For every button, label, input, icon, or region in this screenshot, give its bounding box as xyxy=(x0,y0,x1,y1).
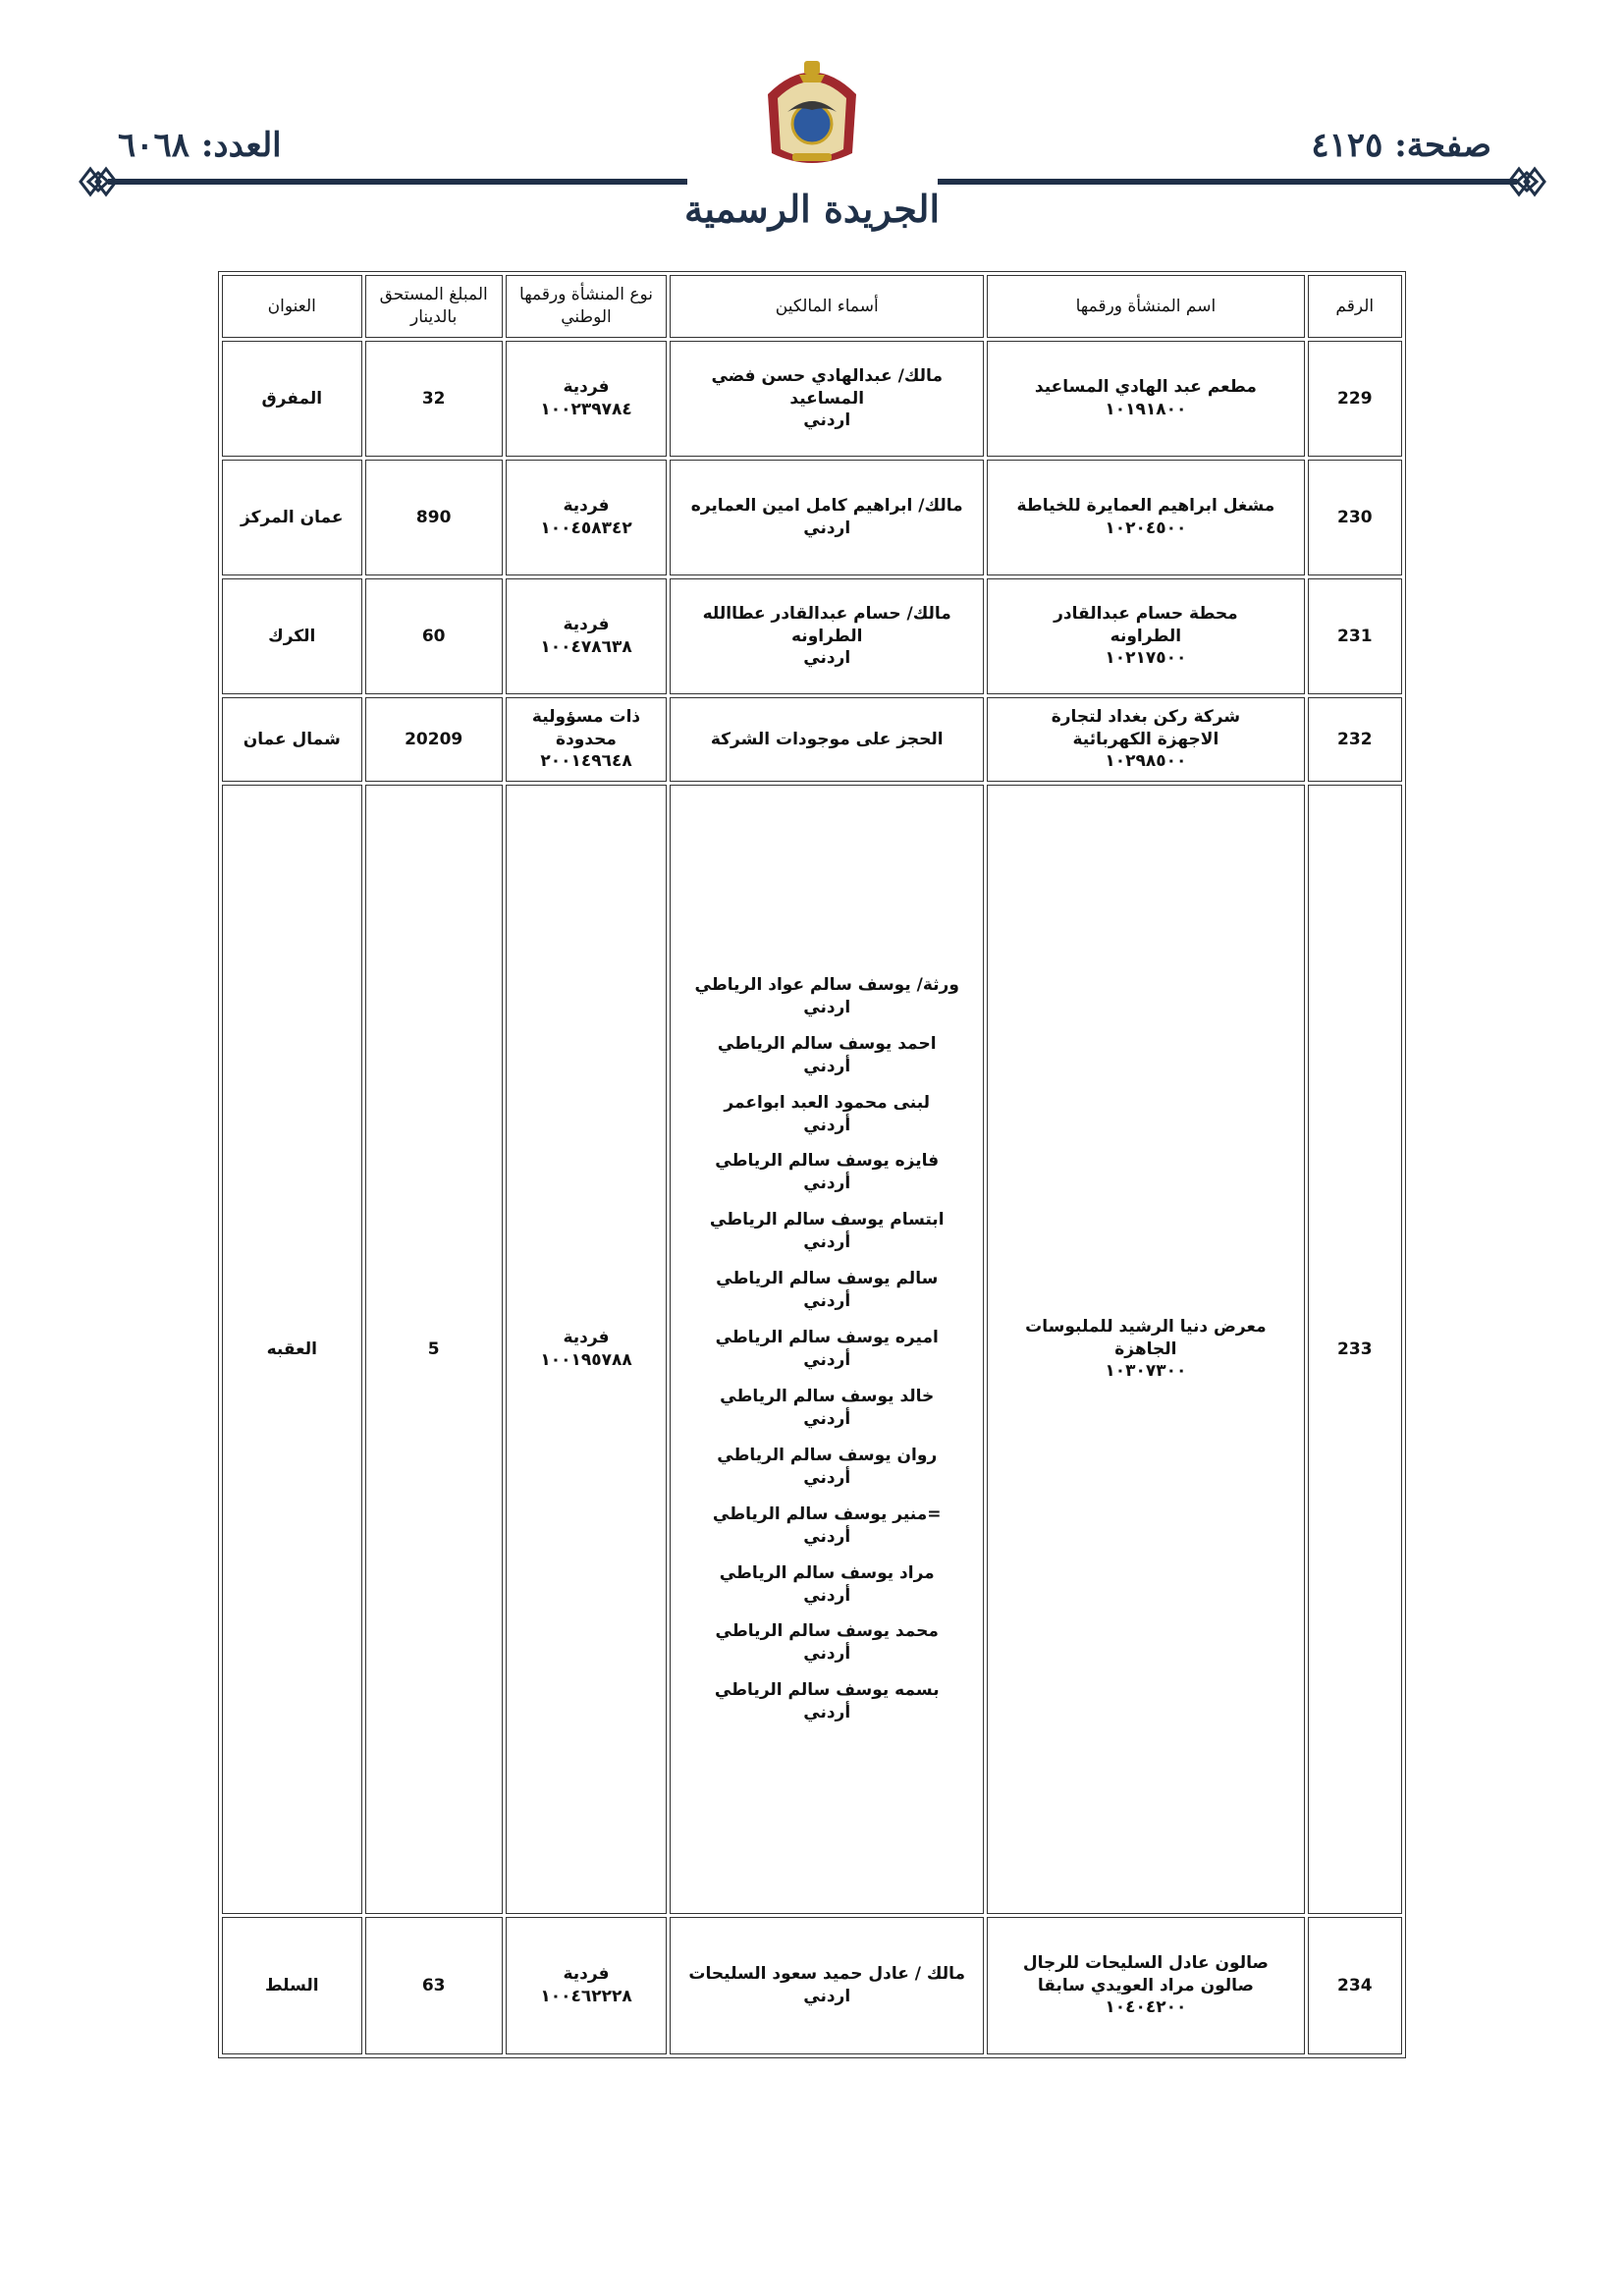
owner-entry xyxy=(677,1620,977,1666)
owner-nationality: أردني xyxy=(803,1703,851,1723)
owner-name: اميره يوسف سالم الرياطي xyxy=(715,1328,939,1348)
column-header: العنوان xyxy=(222,275,362,338)
owner-nationality: أردني xyxy=(803,1174,851,1194)
table-row xyxy=(222,785,1402,1914)
owner-nationality: أردني xyxy=(803,1408,851,1429)
owner-nationality: أردني xyxy=(803,1585,851,1606)
amount-cell: 890 xyxy=(365,460,503,575)
owner-name: ورثة/ يوسف سالم عواد الرياطي xyxy=(694,974,959,995)
owner-nationality: أردني xyxy=(803,1232,851,1253)
owner-nationality: اردني xyxy=(803,1987,851,2006)
establishment-cell xyxy=(987,1917,1304,2054)
cell-text: ١٠٠٤٧٨٦٣٨ xyxy=(540,637,632,657)
cell-text: صالون عادل السليحات للرجال xyxy=(1022,1952,1269,1973)
amount-cell: 63 xyxy=(365,1917,503,2054)
cell-text: الجاهزة xyxy=(1114,1339,1177,1359)
owner-nationality: اردني xyxy=(803,648,851,669)
cell-text: فردية xyxy=(563,615,610,635)
owner-name: مالك/ حسام عبدالقادر عطاالله الطراونه xyxy=(702,603,951,646)
owner-nationality: أردني xyxy=(803,1644,851,1665)
owners-cell xyxy=(670,460,984,575)
address-cell: الكرك xyxy=(222,578,362,694)
table-row xyxy=(222,697,1402,782)
owner-nationality: أردني xyxy=(803,1526,851,1547)
establishment-cell xyxy=(987,785,1304,1914)
owner-entry xyxy=(677,729,977,751)
owner-nationality: أردني xyxy=(803,1350,851,1370)
owner-entry xyxy=(677,1386,977,1431)
owner-entry xyxy=(677,1679,977,1724)
owner-name: مراد يوسف سالم الرياطي xyxy=(719,1562,935,1583)
cell-text: ١٠٤٠٤٢٠٠ xyxy=(1105,1997,1187,2018)
owner-name: روان يوسف سالم الرياطي xyxy=(717,1445,938,1465)
owners-cell xyxy=(670,697,984,782)
owner-nationality: اردني xyxy=(803,997,851,1017)
establishment-type-cell xyxy=(506,578,667,694)
owner-entry xyxy=(677,1092,977,1137)
owner-entry xyxy=(677,1268,977,1313)
column-header: الرقم xyxy=(1308,275,1402,338)
issue-number: العدد: ٦٠٦٨ xyxy=(118,126,282,165)
owner-entry xyxy=(677,1209,977,1254)
cell-text: صالون مراد العويدي سابقا xyxy=(1037,1975,1254,1995)
table-body xyxy=(222,341,1402,2054)
establishment-cell xyxy=(987,697,1304,782)
cell-text: فردية xyxy=(563,1964,610,1985)
table-header-row xyxy=(222,275,1402,338)
owners-cell xyxy=(670,785,984,1914)
column-header: المبلغ المستحق بالدينار xyxy=(365,275,503,338)
cell-text: مشغل ابراهيم العمايرة للخياطة xyxy=(1016,496,1275,517)
establishment-type-cell xyxy=(506,785,667,1914)
page-header xyxy=(0,0,1624,255)
owner-name: مالك/ عبدالهادي حسن فضي المساعيد xyxy=(711,365,943,409)
gazette-table xyxy=(218,271,1406,2058)
cell-text: ١٠٢٠٤٥٠٠ xyxy=(1105,519,1187,538)
row-number-cell: 234 xyxy=(1308,1917,1402,2054)
gazette-title: الجريدة الرسمية xyxy=(683,187,941,231)
cell-text: محدودة xyxy=(556,729,617,749)
owners-cell xyxy=(670,341,984,457)
table-row xyxy=(222,578,1402,694)
owner-nationality: أردني xyxy=(803,1056,851,1076)
column-header: اسم المنشأة ورقمها xyxy=(987,275,1304,338)
owner-entry xyxy=(677,495,977,540)
owner-entry xyxy=(677,1445,977,1490)
cell-text: فردية xyxy=(563,377,610,398)
owner-name: خالد يوسف سالم الرياطي xyxy=(720,1386,935,1406)
row-number-cell: 232 xyxy=(1308,697,1402,782)
owner-name: فايزه يوسف سالم الرياطي xyxy=(715,1151,940,1172)
owner-entry xyxy=(677,1963,977,2008)
owner-name: بسمه يوسف سالم الرياطي xyxy=(714,1680,940,1701)
owner-entry xyxy=(677,365,977,433)
owner-nationality: أردني xyxy=(803,1115,851,1135)
cell-text: معرض دنيا الرشيد للملبوسات xyxy=(1025,1316,1267,1337)
page-number: صفحة: ٤١٢٥ xyxy=(1311,126,1491,165)
column-header: نوع المنشأة ورقمها الوطني xyxy=(506,275,667,338)
establishment-cell xyxy=(987,341,1304,457)
amount-cell: 60 xyxy=(365,578,503,694)
owner-entry xyxy=(677,603,977,671)
column-header: أسماء المالكين xyxy=(670,275,984,338)
cell-text: ذات مسؤولية xyxy=(531,706,641,727)
owner-entry xyxy=(677,1503,977,1549)
header-rule-right xyxy=(938,179,1517,185)
address-cell: السلط xyxy=(222,1917,362,2054)
address-cell: شمال عمان xyxy=(222,697,362,782)
owner-name: مالك/ ابراهيم كامل امين العمايره xyxy=(690,496,963,517)
row-number-cell: 230 xyxy=(1308,460,1402,575)
cell-text: ١٠٠٤٥٨٣٤٢ xyxy=(540,519,632,538)
owner-name: =منير يوسف سالم الرياطي xyxy=(712,1503,942,1524)
owners-cell xyxy=(670,578,984,694)
cell-text: ٢٠٠١٤٩٦٤٨ xyxy=(540,751,632,772)
cell-text: ١٠٠٢٣٩٧٨٤ xyxy=(540,400,632,419)
owner-name: سالم يوسف سالم الرياطي xyxy=(716,1269,939,1289)
owner-name: ابتسام يوسف سالم الرياطي xyxy=(709,1210,945,1230)
owner-entry xyxy=(677,974,977,1019)
cell-text: مطعم عبد الهادي المساعيد xyxy=(1034,377,1257,398)
owner-name: احمد يوسف سالم الرياطي xyxy=(717,1033,937,1054)
address-cell: عمان المركز xyxy=(222,460,362,575)
owner-entry xyxy=(677,1033,977,1078)
establishment-cell xyxy=(987,578,1304,694)
owner-nationality: أردني xyxy=(803,1291,851,1312)
table-row xyxy=(222,341,1402,457)
owner-name: محمد يوسف سالم الرياطي xyxy=(715,1621,939,1642)
address-cell: العقبه xyxy=(222,785,362,1914)
cell-text: ١٠٠١٩٥٧٨٨ xyxy=(540,1350,632,1370)
cell-text: ١٠٢١٧٥٠٠ xyxy=(1105,648,1187,669)
amount-cell: 32 xyxy=(365,341,503,457)
cell-text: شركة ركن بغداد لتجارة xyxy=(1051,706,1241,727)
row-number-cell: 233 xyxy=(1308,785,1402,1914)
establishment-type-cell xyxy=(506,1917,667,2054)
row-number-cell: 229 xyxy=(1308,341,1402,457)
owner-entry xyxy=(677,1150,977,1195)
header-rule-left xyxy=(108,179,687,185)
establishment-type-cell xyxy=(506,460,667,575)
row-number-cell: 231 xyxy=(1308,578,1402,694)
owner-name: الحجز على موجودات الشركة xyxy=(710,729,944,749)
table-row xyxy=(222,460,1402,575)
owners-cell xyxy=(670,1917,984,2054)
owner-entry xyxy=(677,1562,977,1608)
cell-text: فردية xyxy=(563,1328,610,1348)
cell-text: محطة حسام عبدالقادر xyxy=(1054,603,1238,624)
establishment-type-cell xyxy=(506,341,667,457)
owner-name: مالك / عادل حميد سعود السليحات xyxy=(688,1964,966,1985)
cell-text: فردية xyxy=(563,496,610,517)
owner-nationality: أردني xyxy=(803,1467,851,1488)
owner-name: لبنى محمود العبد ابواعمر xyxy=(724,1092,931,1113)
establishment-type-cell xyxy=(506,697,667,782)
coat-of-arms-icon xyxy=(758,55,866,171)
cell-text: ١٠٣٠٧٣٠٠ xyxy=(1105,1361,1187,1382)
cell-text: الطراونه xyxy=(1110,626,1182,646)
establishment-cell xyxy=(987,460,1304,575)
owner-nationality: اردني xyxy=(803,410,851,431)
table-row xyxy=(222,1917,1402,2054)
cell-text: ١٠٠٤٦٢٢٢٨ xyxy=(540,1987,632,2006)
cell-text: الاجهزة الكهربائية xyxy=(1072,729,1219,749)
amount-cell: 20209 xyxy=(365,697,503,782)
amount-cell: 5 xyxy=(365,785,503,1914)
cell-text: ١٠٢٩٨٥٠٠ xyxy=(1105,751,1187,772)
address-cell: المفرق xyxy=(222,341,362,457)
cell-text: ١٠١٩١٨٠٠ xyxy=(1105,400,1187,419)
owner-entry xyxy=(677,1327,977,1372)
owner-nationality: اردني xyxy=(803,519,851,538)
